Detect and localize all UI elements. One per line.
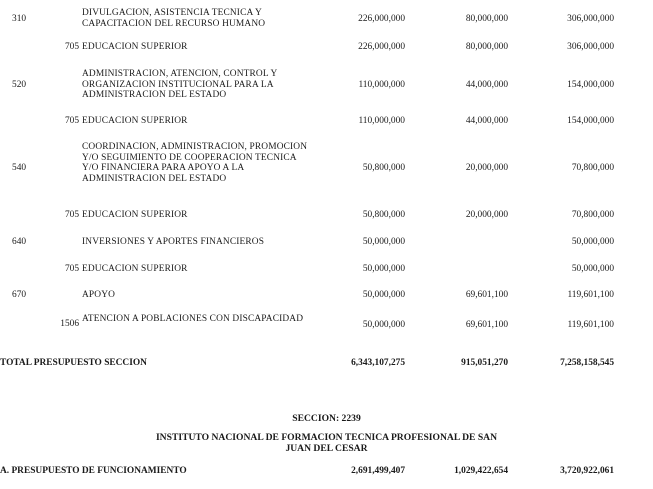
row-description: EDUCACION SUPERIOR bbox=[82, 264, 188, 274]
value-current: 50,000,000 bbox=[362, 237, 405, 247]
value-total: 70,800,000 bbox=[571, 210, 614, 220]
value-total: 50,000,000 bbox=[571, 237, 614, 247]
row-description: COORDINACION, ADMINISTRACION, PROMOCION Y/O SEGUIMIENTO DE COOPERACION TECNICA Y/O FINANCIERA PARA APOYO A LA ADMINISTRACION DEL ESTADO bbox=[82, 142, 308, 184]
value-current: 50,800,000 bbox=[362, 163, 405, 173]
value-total: 119,601,100 bbox=[567, 320, 614, 330]
row-description: INVERSIONES Y APORTES FINANCIEROS bbox=[82, 237, 265, 247]
value-investment: 44,000,000 bbox=[465, 80, 508, 90]
value-investment: 69,601,100 bbox=[465, 320, 508, 330]
subprogram-code: 705 bbox=[64, 264, 79, 274]
total-value-investment: 915,051,270 bbox=[461, 358, 508, 368]
value-total: 306,000,000 bbox=[567, 42, 614, 52]
value-current: 50,000,000 bbox=[362, 264, 405, 274]
value-investment: 44,000,000 bbox=[465, 116, 508, 126]
value-total: 119,601,100 bbox=[567, 290, 614, 300]
value-current: 110,000,000 bbox=[358, 80, 405, 90]
row-description: ATENCION A POBLACIONES CON DISCAPACIDAD bbox=[82, 314, 304, 324]
program-code: 310 bbox=[12, 14, 27, 24]
subprogram-code: 1506 bbox=[60, 319, 79, 329]
program-code: 670 bbox=[12, 290, 27, 300]
value-current: 110,000,000 bbox=[358, 116, 405, 126]
total-label: TOTAL PRESUPUESTO SECCION bbox=[0, 358, 147, 368]
row-description: EDUCACION SUPERIOR bbox=[82, 42, 188, 52]
value-investment: 20,000,000 bbox=[465, 163, 508, 173]
program-code: 520 bbox=[12, 80, 27, 90]
section-name-line2: JUAN DEL CESAR bbox=[285, 443, 368, 454]
value-total: 70,800,000 bbox=[571, 163, 614, 173]
value-current: 226,000,000 bbox=[358, 42, 405, 52]
subprogram-code: 705 bbox=[64, 116, 79, 126]
total-value-total: 7,258,158,545 bbox=[560, 358, 614, 368]
program-code: 540 bbox=[12, 163, 27, 173]
value-total: 306,000,000 bbox=[567, 14, 614, 24]
row-description: EDUCACION SUPERIOR bbox=[82, 210, 188, 220]
row-description: DIVULGACION, ASISTENCIA TECNICA Y CAPACITACION DEL RECURSO HUMANO bbox=[82, 8, 266, 29]
subprogram-code: 705 bbox=[64, 42, 79, 52]
value-total: 154,000,000 bbox=[567, 116, 614, 126]
value-current: 50,000,000 bbox=[362, 290, 405, 300]
value-total: 154,000,000 bbox=[567, 80, 614, 90]
section-heading: SECCION: 2239 bbox=[292, 413, 361, 424]
func-value-investment: 1,029,422,654 bbox=[454, 466, 508, 476]
total-value-current: 6,343,107,275 bbox=[351, 358, 405, 368]
value-current: 226,000,000 bbox=[358, 14, 405, 24]
value-investment: 80,000,000 bbox=[465, 14, 508, 24]
row-description: EDUCACION SUPERIOR bbox=[82, 116, 188, 126]
value-investment: 20,000,000 bbox=[465, 210, 508, 220]
value-investment: 69,601,100 bbox=[465, 290, 508, 300]
func-value-current: 2,691,499,407 bbox=[351, 466, 405, 476]
value-current: 50,000,000 bbox=[362, 320, 405, 330]
value-total: 50,000,000 bbox=[571, 264, 614, 274]
section-name-line1: INSTITUTO NACIONAL DE FORMACION TECNICA PROFESIONAL DE SAN bbox=[155, 432, 498, 443]
funcionamiento-label: A. PRESUPUESTO DE FUNCIONAMIENTO bbox=[0, 466, 187, 476]
subprogram-code: 705 bbox=[64, 210, 79, 220]
func-value-total: 3,720,922,061 bbox=[560, 466, 614, 476]
row-description: APOYO bbox=[82, 290, 116, 300]
row-description: ADMINISTRACION, ATENCION, CONTROL Y ORGANIZACION INSTITUCIONAL PARA LA ADMINISTRACION DEL ESTADO bbox=[82, 69, 278, 101]
program-code: 640 bbox=[12, 237, 27, 247]
value-investment: 80,000,000 bbox=[465, 42, 508, 52]
value-current: 50,800,000 bbox=[362, 210, 405, 220]
